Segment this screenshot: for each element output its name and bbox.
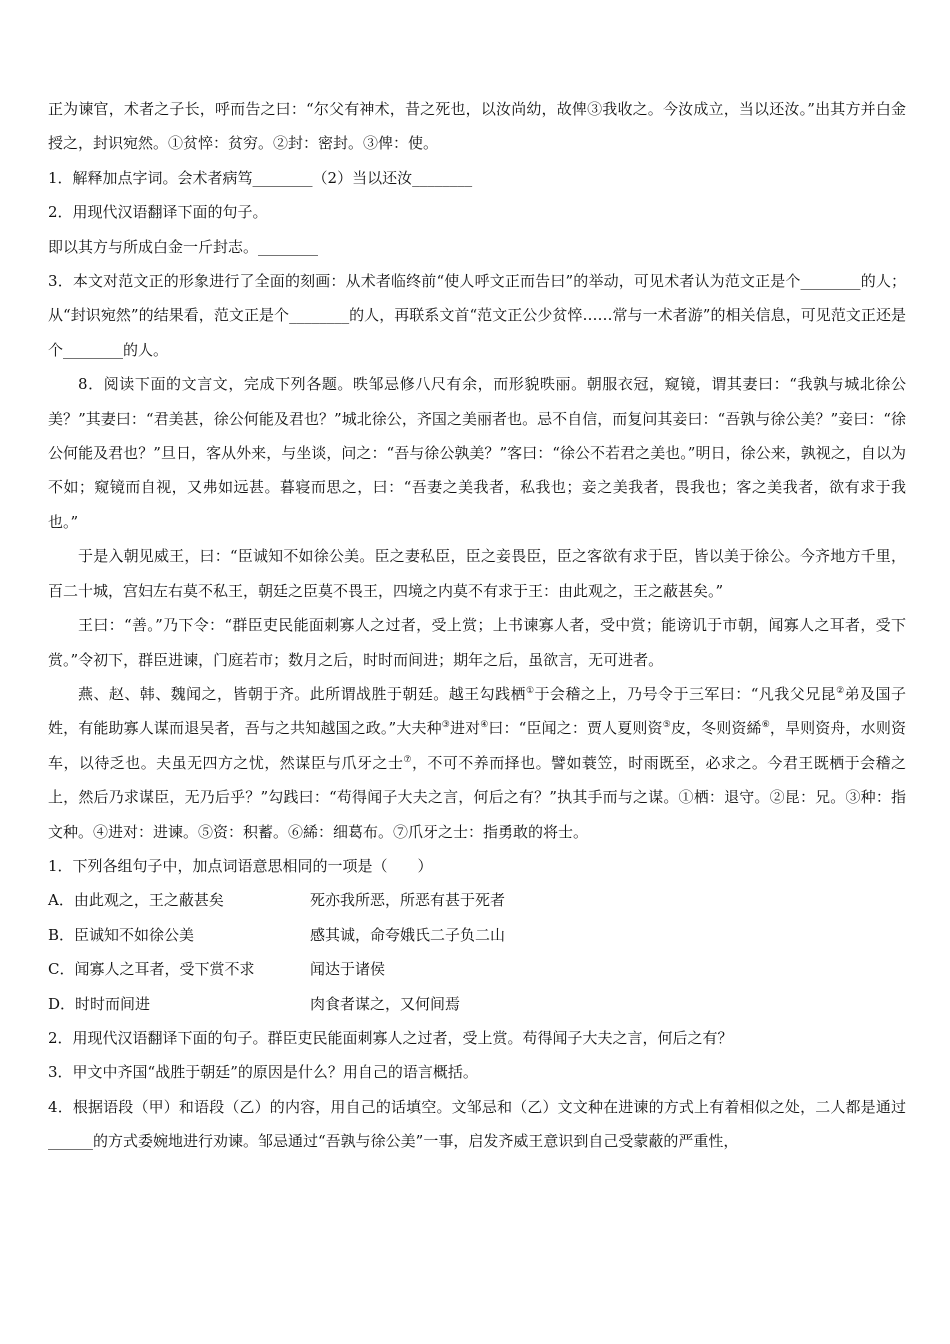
question-1-explain: 1．解释加点字词。会术者病笃________（2）当以还汝________: [48, 168, 473, 187]
mcq-option-c[interactable]: C．闻寡人之耳者，受下赏不求 闻达于诸侯: [48, 960, 386, 979]
mcq-option-b[interactable]: B．臣诚知不如徐公美 感其诚，命夸娥氏二子负二山: [48, 925, 506, 944]
question-3-character: 3．本文对范文正的形象进行了全面的刻画：从术者临终前“使人呼文正而告曰”的举动，可见术者认为范文正是个________的人；从“封识宛然”的结果看，范文正是个________的人，再联系文首“范文正公少贫悴……常与一术者游”的相关信息，可见范文正还是个________的人。: [48, 272, 906, 359]
footnote-mark: ③: [441, 720, 450, 731]
passage-8-para-4: 燕、赵、韩、魏闻之，皆朝于齐。此所谓战胜于朝廷。越王勾践栖①于会稽之上，乃号令于三军曰：“凡我父兄昆②弟及国子姓，有能助寡人谋而退吴者，吾与之共知越国之政。”大夫种③进对④曰：“臣闻之：贾人夏则资⑤皮，冬则资絺⑥，旱则资舟，水则资车，以待乏也。夫虽无四方之忧，然谋臣与爪牙之士⑦，不可不养而择也。譬如蓑笠，时雨既至，必求之。今君王既栖于会稽之上，然后乃求谋臣，无乃后乎？”勾践曰：“苟得闻子大夫之言，何后之有？”执其手而与之谋。①栖：退守。②昆：兄。③种：指文种。④进对：进谏。⑤资：积蓄。⑥絺：细葛布。⑦爪牙之士：指勇敢的将士。: [48, 684, 906, 841]
passage-8-para-2: 于是入朝见威王，曰：“臣诚知不如徐公美。臣之妻私臣，臣之妾畏臣，臣之客欲有求于臣，皆以美于徐公。今齐地方千里，百二十城，宫妇左右莫不私王，朝廷之臣莫不畏王，四境之内莫不有求于王：由此观之，王之蔽甚矣。”: [48, 547, 906, 600]
footnote-mark: ⑥: [761, 720, 770, 731]
mcq-option-d[interactable]: D．时时而间进 肉食者谋之，又何间焉: [48, 994, 461, 1013]
mcq-1-stem: 1．下列各组句子中，加点词语意思相同的一项是（ ）: [48, 856, 433, 875]
passage-8-para-1: 8．阅读下面的文言文，完成下列各题。昳邹忌修八尺有余，而形貌昳丽。朝服衣冠，窥镜，谓其妻曰：“我孰与城北徐公美？”其妻曰：“君美甚，徐公何能及君也？”城北徐公，齐国之美丽者也。忌不自信，而复问其妾曰：“吾孰与徐公美？”妾曰：“徐公何能及君也？”旦日，客从外来，与坐谈，问之：“吾与徐公孰美？”客曰：“徐公不若君之美也。”明日，徐公来，孰视之，自以为不如；窥镜而自视，又弗如远甚。暮寝而思之，曰：“吾妻之美我者，私我也；妾之美我者，畏我也；客之美我者，欲有求于我也。”: [48, 375, 906, 531]
passage-end: 正为谏官，术者之子长，呼而告之曰：“尔父有神术，昔之死也，以汝尚幼，故俾③我收之。今汝成立，当以还汝。”出其方并白金授之，封识宛然。①贫悴：贫穷。②封：密封。③俾：使。: [48, 100, 906, 153]
footnote-mark: ⑦: [403, 754, 412, 765]
footnote-mark: ④: [480, 720, 489, 731]
question-2-sentence: 即以其方与所成白金一斤封志。________: [48, 237, 319, 256]
question-3-reason: 3．甲文中齐国“战胜于朝廷”的原因是什么？用自己的语言概括。: [48, 1063, 478, 1082]
footnote-mark: ②: [836, 685, 845, 696]
question-2-translate-b: 2．用现代汉语翻译下面的句子。群臣吏民能面刺寡人之过者，受上赏。苟得闻子大夫之言，何后之有？: [48, 1028, 733, 1047]
question-4-fill: 4．根据语段（甲）和语段（乙）的内容，用自己的话填空。文邹忌和（乙）文文种在进谏的方式上有着相似之处，二人都是通过______的方式委婉地进行劝谏。邹忌通过“吾孰与徐公美”一事，启发齐威王意识到自己受蒙蔽的严重性，: [48, 1097, 906, 1151]
document-page: [48, 92, 906, 1159]
footnote-mark: ⑤: [662, 720, 671, 731]
mcq-option-a[interactable]: A．由此观之，王之蔽甚矣 死亦我所恶，所恶有甚于死者: [48, 891, 506, 910]
passage-8-para-3: 王曰：“善。”乃下令：“群臣吏民能面刺寡人之过者，受上赏；上书谏寡人者，受中赏；能谤讥于市朝，闻寡人之耳者，受下赏。”令初下，群臣进谏，门庭若市；数月之后，时时而间进；期年之后，虽欲言，无可进者。: [48, 616, 906, 669]
question-2-translate: 2．用现代汉语翻译下面的句子。: [48, 203, 268, 222]
footnote-mark: ①: [525, 685, 535, 696]
